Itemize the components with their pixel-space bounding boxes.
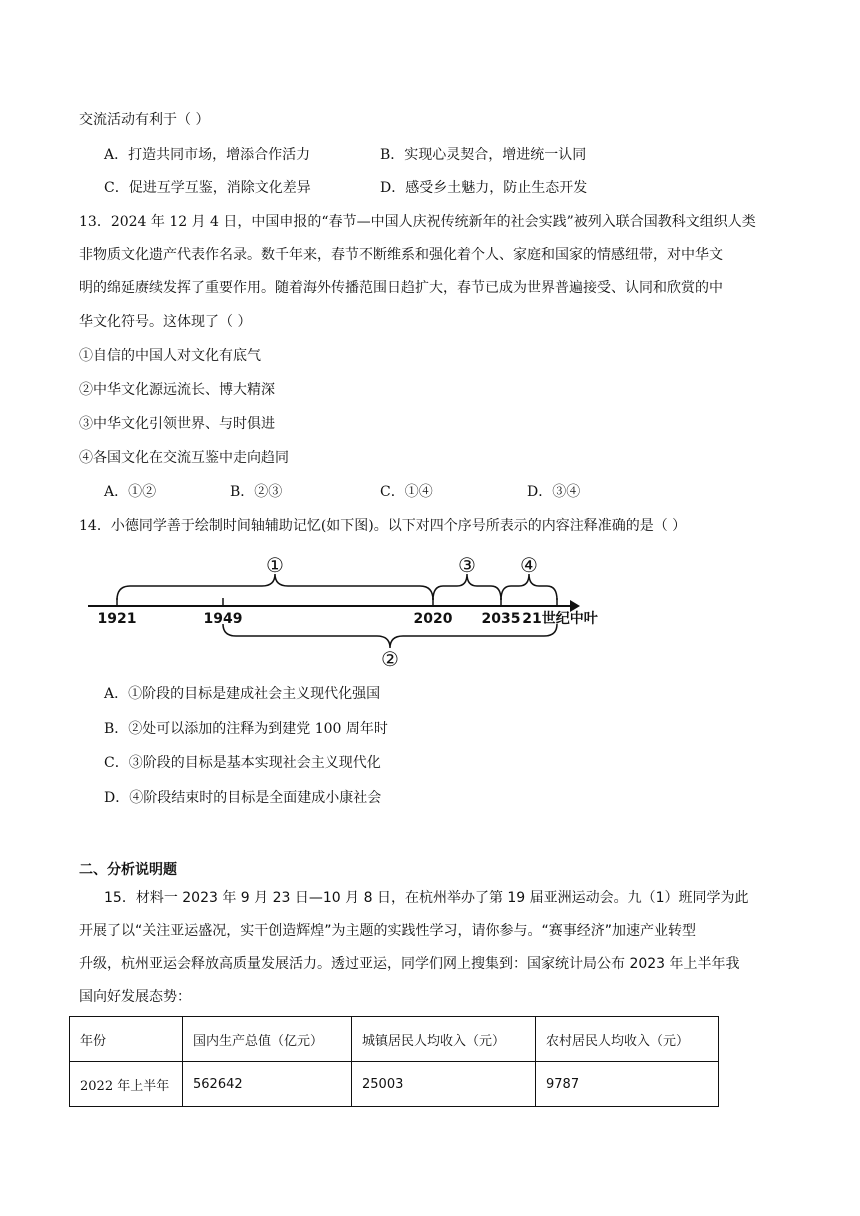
marker-2: ② — [381, 647, 399, 670]
table-header-row — [70, 1017, 719, 1062]
table-header-cell: 国内生产总值（亿元） — [183, 1017, 352, 1062]
q13-option-d[interactable]: D．③④ — [527, 484, 581, 500]
marker-1: ① — [266, 553, 284, 577]
table-row — [70, 1062, 719, 1107]
q13-statement: ④各国文化在交流互鉴中走向趋同 — [79, 450, 289, 466]
tick-label: 2035 — [481, 611, 521, 627]
q13-option-a[interactable]: A．①② — [104, 484, 157, 500]
brace-2 — [223, 624, 557, 648]
q15-material-line: 15．材料一 2023 年 9 月 23 日—10 月 8 日，在杭州举办了第 19 届亚洲运动会。九（1）班同学为此 — [104, 890, 749, 906]
q13-option-b[interactable]: B．②③ — [230, 484, 283, 500]
q13-option-c[interactable]: C．①④ — [380, 484, 433, 500]
q12-option-d[interactable]: D．感受乡土魅力，防止生态开发 — [380, 180, 588, 196]
statistics-table — [69, 1016, 719, 1107]
q13-stem-line: 明的绵延赓续发挥了重要作用。随着海外传播范围日趋扩大，春节已成为世界普遍接受、认同和欣赏的中 — [79, 280, 723, 296]
marker-3: ③ — [458, 553, 476, 577]
q15-material-line: 开展了以“关注亚运盛况，实干创造辉煌”为主题的实践性学习，请你参与。“赛事经济”加速产业转型 — [79, 923, 697, 939]
table-cell: 562642 — [183, 1062, 352, 1107]
table-cell: 2022 年上半年 — [70, 1062, 183, 1107]
q15-material-line: 升级，杭州亚运会释放高质量发展活力。透过亚运，同学们网上搜集到：国家统计局公布 2023 年上半年我 — [79, 956, 740, 972]
brace-1 — [117, 574, 433, 600]
table-header-cell: 年份 — [70, 1017, 183, 1062]
tick-label: 1949 — [203, 611, 243, 627]
q13-statement: ①自信的中国人对文化有底气 — [79, 348, 261, 364]
tick-label: 1921 — [97, 611, 137, 627]
q12-stem-tail: 交流活动有利于（ ） — [79, 112, 210, 128]
tick-label: 2020 — [413, 611, 453, 627]
table-header-cell: 农村居民人均收入（元） — [536, 1017, 719, 1062]
marker-4: ④ — [520, 553, 538, 577]
brace-3 — [433, 574, 501, 600]
q14-stem: 14．小德同学善于绘制时间轴辅助记忆(如下图)。以下对四个序号所表示的内容注释准确的是（ ） — [79, 518, 687, 534]
q14-option-d[interactable]: D．④阶段结束时的目标是全面建成小康社会 — [104, 790, 382, 806]
q13-stem-line: 华文化符号。这体现了（ ） — [79, 314, 252, 330]
q13-stem-line: 非物质文化遗产代表作名录。数千年来，春节不断维系和强化着个人、家庭和国家的情感纽带，对中华文 — [79, 247, 723, 263]
q12-option-b[interactable]: B．实现心灵契合，增进统一认同 — [380, 147, 587, 163]
q14-option-b[interactable]: B．②处可以添加的注释为到建党 100 周年时 — [104, 721, 388, 737]
tick-label: 21世纪中叶 — [522, 611, 598, 627]
q14-option-a[interactable]: A．①阶段的目标是建成社会主义现代化强国 — [104, 686, 381, 702]
q12-option-c[interactable]: C．促进互学互鉴，消除文化差异 — [104, 180, 311, 196]
q15-material-line: 国向好发展态势： — [79, 989, 191, 1005]
q13-statement: ③中华文化引领世界、与时俱进 — [79, 416, 275, 432]
timeline-diagram — [80, 548, 620, 670]
q12-option-a[interactable]: A．打造共同市场，增添合作活力 — [104, 147, 311, 163]
table-cell: 25003 — [352, 1062, 536, 1107]
table-header-cell: 城镇居民人均收入（元） — [352, 1017, 536, 1062]
brace-4 — [501, 574, 557, 600]
q13-statement: ②中华文化源远流长、博大精深 — [79, 382, 275, 398]
section-heading: 二、分析说明题 — [79, 862, 177, 878]
table-cell: 9787 — [536, 1062, 719, 1107]
q14-option-c[interactable]: C．③阶段的目标是基本实现社会主义现代化 — [104, 755, 381, 771]
q13-stem-line: 13．2024 年 12 月 4 日，中国申报的“春节—中国人庆祝传统新年的社会实践”被列入联合国教科文组织人类 — [79, 214, 756, 230]
